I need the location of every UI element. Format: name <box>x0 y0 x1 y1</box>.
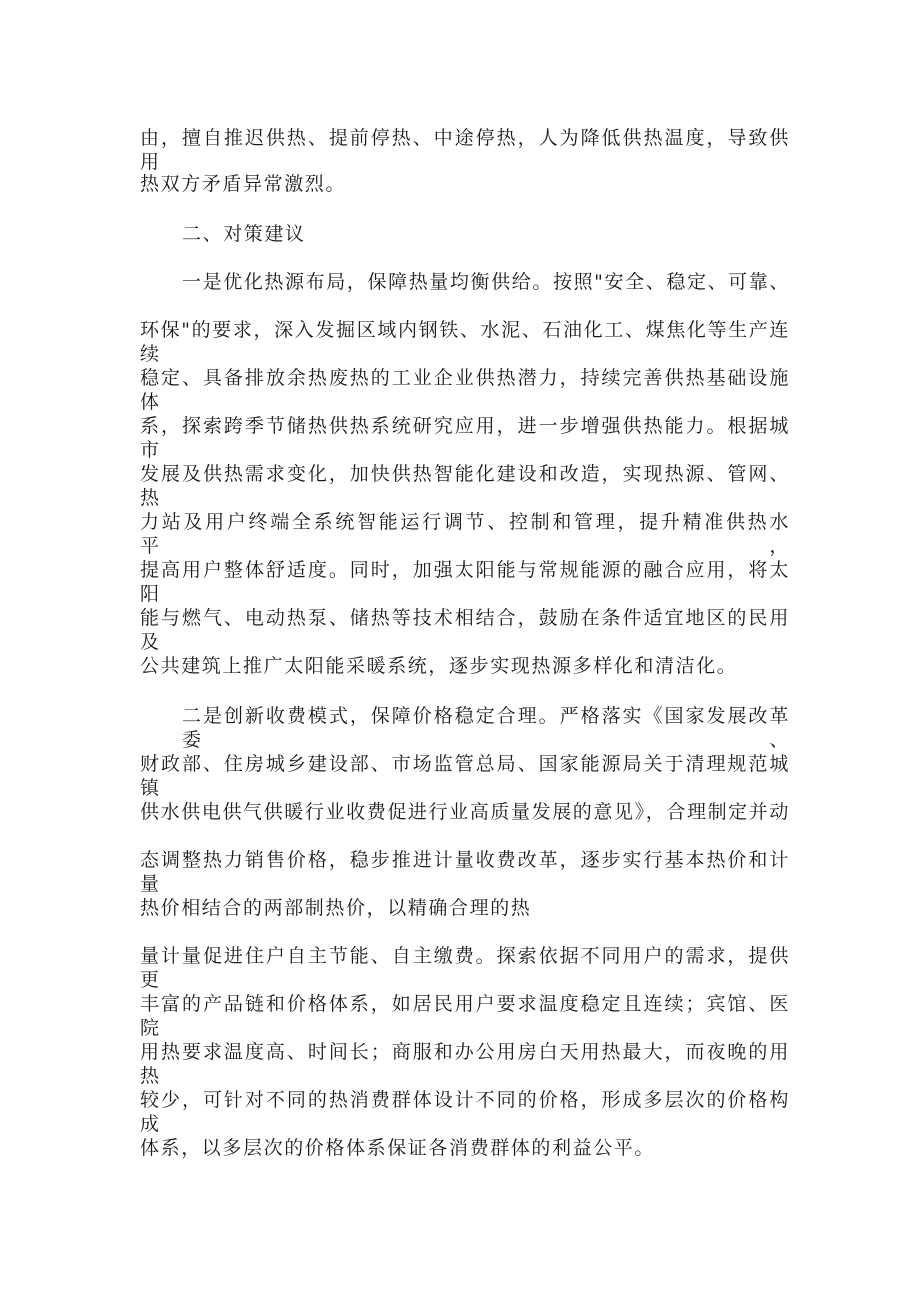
text-line-14: 财政部、住房城乡建设部、市场监管总局、国家能源局关于清理规范城镇 <box>140 753 790 799</box>
text-line-19: 丰富的产品链和价格体系，如居民用户要求温度稳定且连续；宾馆、医院 <box>140 993 790 1039</box>
text-line-2: 热双方矛盾异常激烈。 <box>140 173 347 195</box>
text-line-10: 提高用户整体舒适度。同时，加强太阳能与常规能源的融合应用，将太阳 <box>140 559 790 605</box>
text-line-6: 稳定、具备排放余热废热的工业企业供热潜力，持续完善供热基础设施体 <box>140 367 790 413</box>
text-line-7: 系，探索跨季节储热供热系统研究应用，进一步增强供热能力。根据城市 <box>140 415 790 461</box>
text-line-4: 一是优化热源布局，保障热量均衡供给。按照"安全、稳定、可靠、 <box>182 271 790 293</box>
section-heading: 二、对策建议 <box>182 223 306 245</box>
text-line-11: 能与燃气、电动热泵、储热等技术相结合，鼓励在条件适宜地区的民用及 <box>140 607 790 653</box>
text-line-15: 供水供电供气供暖行业收费促进行业高质量发展的意见》，合理制定并动 <box>140 801 790 823</box>
text-line-21: 较少，可针对不同的热消费群体设计不同的价格，形成多层次的价格构成 <box>140 1089 790 1135</box>
text-line-17: 热价相结合的两部制热价，以精确合理的热 <box>140 897 532 919</box>
text-line-13: 二是创新收费模式，保障价格稳定合理。严格落实《国家发展改革委、 <box>182 705 790 751</box>
text-line-16: 态调整热力销售价格，稳步推进计量收费改革，逐步实行基本热价和计量 <box>140 849 790 895</box>
text-line-18: 量计量促进住户自主节能、自主缴费。探索依据不同用户的需求，提供更 <box>140 945 790 991</box>
text-line-20: 用热要求温度高、时间长；商服和办公用房白天用热最大，而夜晚的用热 <box>140 1041 790 1087</box>
text-line-12: 公共建筑上推广太阳能采暖系统，逐步实现热源多样化和清洁化。 <box>140 655 738 677</box>
text-line-5: 环保"的要求，深入发掘区域内钢铁、水泥、石油化工、煤焦化等生产连续 <box>140 319 790 365</box>
text-line-9: 力站及用户终端全系统智能运行调节、控制和管理，提升精准供热水平， <box>140 511 790 557</box>
text-line-1: 由，擅自推迟供热、提前停热、中途停热，人为降低供热温度，导致供用 <box>140 127 790 173</box>
text-line-22: 体系，以多层次的价格体系保证各消费群体的利益公平。 <box>140 1137 656 1159</box>
text-line-8: 发展及供热需求变化，加快供热智能化建设和改造，实现热源、管网、热 <box>140 463 790 509</box>
